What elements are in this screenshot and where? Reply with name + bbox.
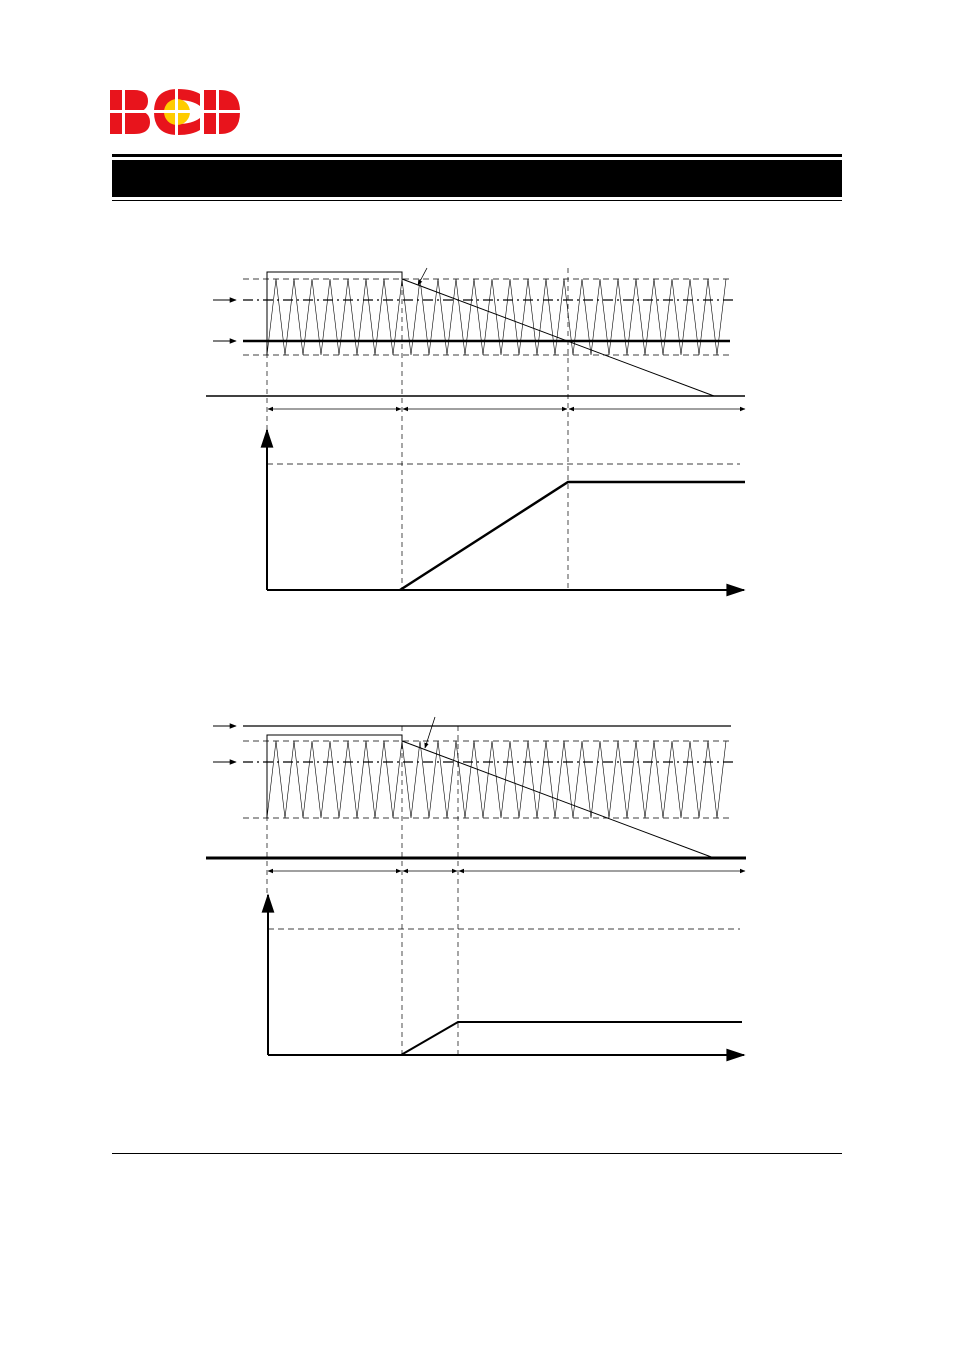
annotation-pointer xyxy=(425,717,435,748)
annotation-pointer xyxy=(418,268,427,285)
footer-rule xyxy=(112,1153,842,1154)
output-curve xyxy=(401,1022,742,1055)
pulse-signal xyxy=(267,735,402,818)
timing-diagram-upper xyxy=(206,268,745,590)
triangle-waveform xyxy=(267,279,726,355)
triangle-waveform xyxy=(267,741,726,818)
timing-diagram-lower xyxy=(206,717,746,1055)
output-curve xyxy=(400,482,745,590)
pulse-signal xyxy=(267,272,402,355)
decay-ramp xyxy=(402,741,714,858)
